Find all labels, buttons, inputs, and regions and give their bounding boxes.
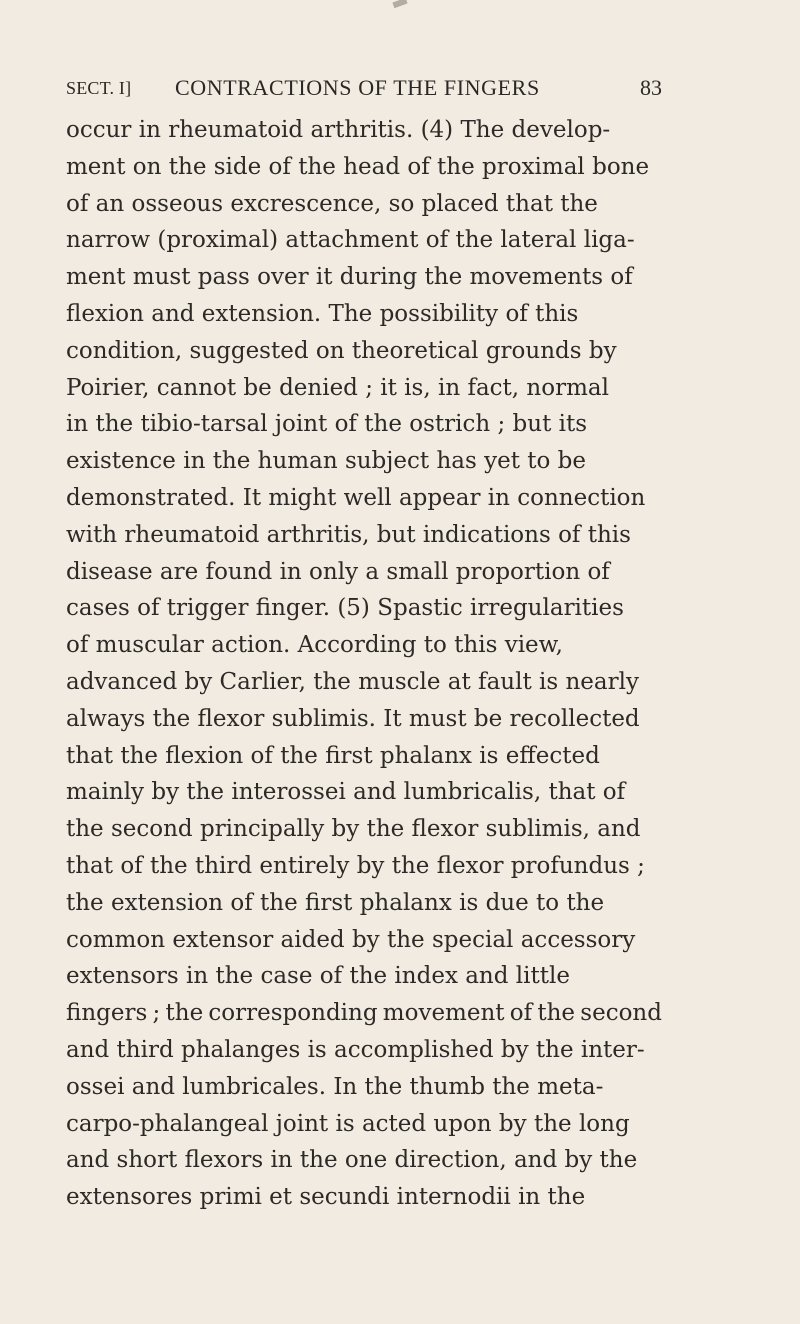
text-line: Poirier, cannot be denied ; it is, in fact, normal — [66, 374, 609, 401]
text-line: condition, suggested on theoretical grounds by — [66, 337, 617, 364]
text-line: ment on the side of the head of the proximal bone — [66, 153, 650, 180]
scan-mark — [392, 0, 407, 8]
text-line: the second principally by the flexor sublimis, and — [66, 816, 641, 843]
text-line: cases of trigger finger. (5) Spastic irregularities — [66, 595, 624, 622]
text-line: demonstrated. It might well appear in connection — [66, 484, 646, 511]
text-line: that of the third entirely by the flexor profundus ; — [66, 852, 645, 879]
text-line: flexion and extension. The possibility of this — [66, 300, 579, 327]
text-line: always the flexor sublimis. It must be recollected — [66, 705, 640, 732]
text-line: existence in the human subject has yet to be — [66, 448, 586, 475]
text-line: narrow (proximal) attachment of the lateral liga- — [66, 227, 635, 254]
text-line: common extensor aided by the special accessory — [66, 926, 636, 953]
text-line: the extension of the first phalanx is due to the — [66, 889, 605, 916]
text-line: and third phalanges is accomplished by the inter- — [66, 1036, 645, 1063]
text-line: of muscular action. According to this view, — [66, 632, 563, 659]
text-line: mainly by the interossei and lumbricalis, that of — [66, 779, 626, 806]
page-number: 83 — [640, 75, 662, 100]
text-line: fingers ; the corresponding movement of the second — [66, 1000, 662, 1027]
running-head — [66, 73, 662, 105]
text-line: extensors in the case of the index and little — [66, 963, 570, 990]
text-line: extensores primi et secundi internodii in the — [66, 1184, 586, 1211]
text-line: in the tibio-tarsal joint of the ostrich ; but its — [66, 411, 588, 438]
section-label: SECT. I] — [66, 78, 132, 98]
running-title: CONTRACTIONS OF THE FINGERS — [175, 75, 540, 100]
text-line: ossei and lumbricales. In the thumb the meta- — [66, 1073, 604, 1100]
text-line: carpo-phalangeal joint is acted upon by the long — [66, 1110, 630, 1137]
text-line: ment must pass over it during the movements of — [66, 264, 633, 291]
text-line: that the flexion of the first phalanx is effected — [66, 742, 600, 769]
text-line: and short flexors in the one direction, and by the — [66, 1147, 638, 1174]
body-text — [66, 112, 662, 1216]
text-line: of an osseous excrescence, so placed that the — [66, 190, 598, 217]
text-line: with rheumatoid arthritis, but indications of this — [66, 521, 631, 548]
text-line: occur in rheumatoid arthritis. (4) The develop- — [66, 117, 611, 143]
text-line: disease are found in only a small proportion of — [66, 558, 610, 585]
text-line: advanced by Carlier, the muscle at fault is nearly — [66, 668, 639, 695]
